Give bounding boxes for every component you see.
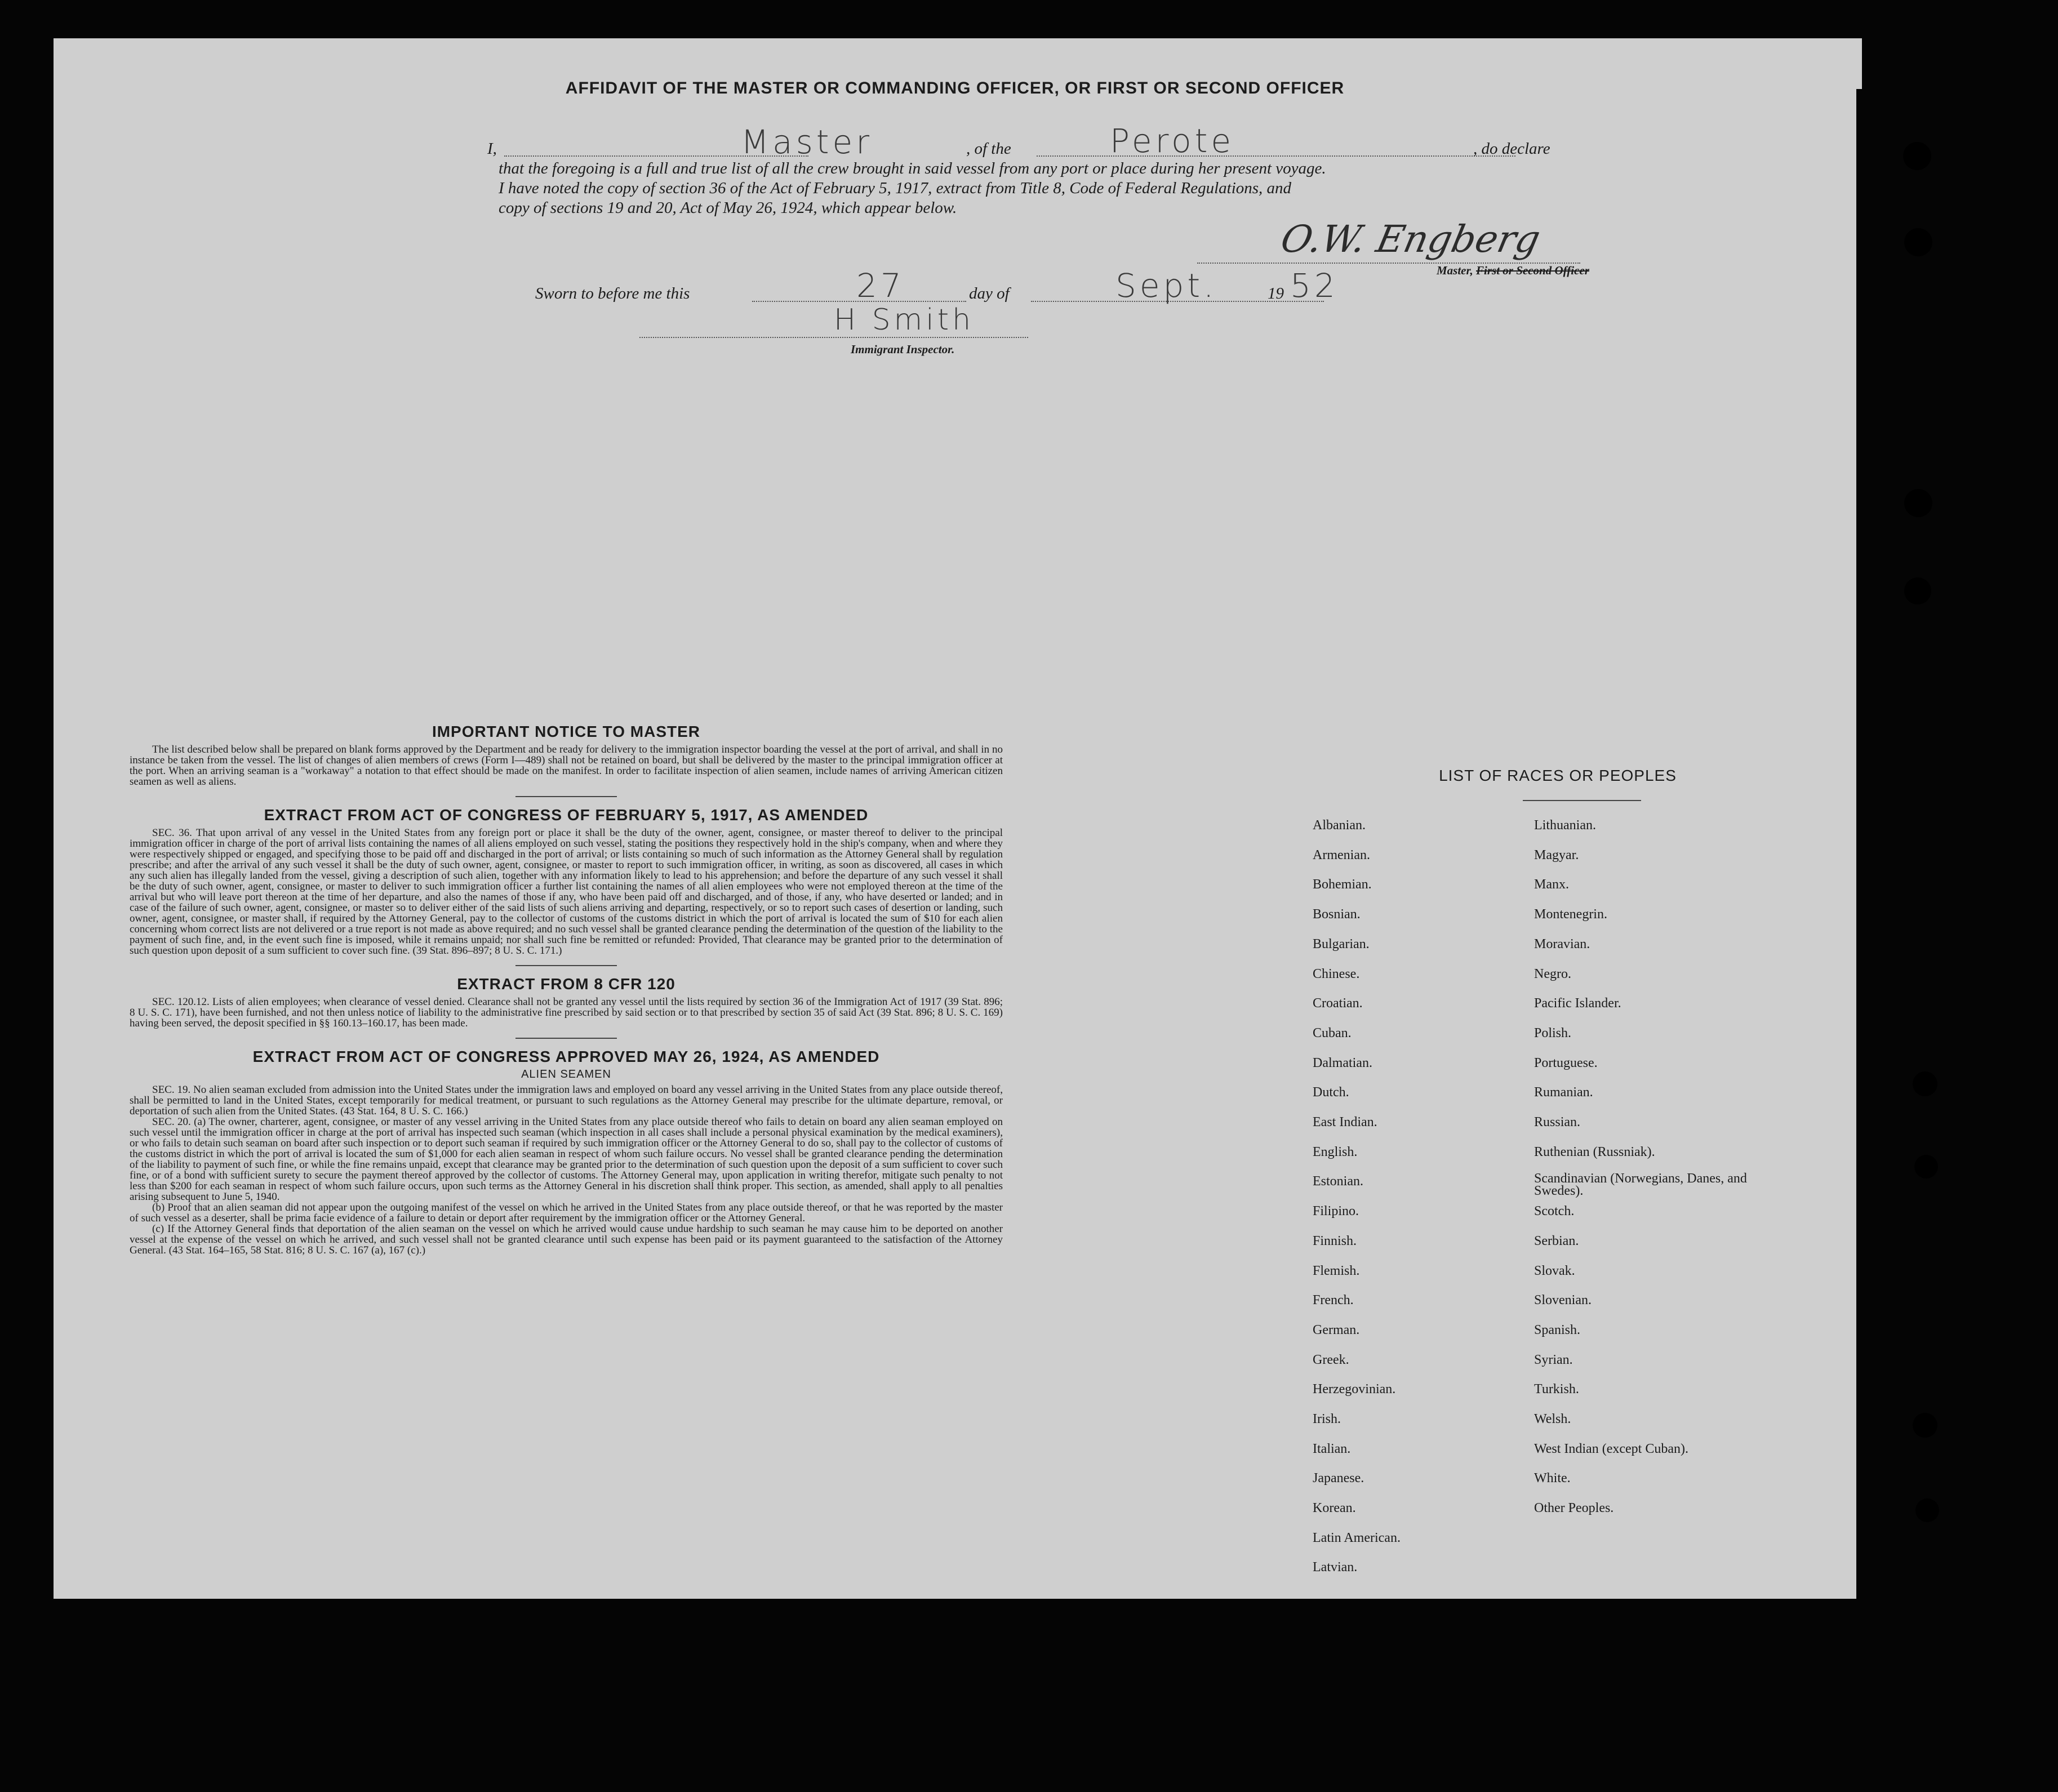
race-item: Korean. bbox=[1313, 1501, 1356, 1515]
document-page bbox=[54, 38, 1856, 1599]
divider bbox=[515, 965, 617, 966]
race-item: Other Peoples. bbox=[1534, 1501, 1614, 1515]
race-item: Welsh. bbox=[1534, 1412, 1571, 1426]
affidavit-title: AFFIDAVIT OF THE MASTER OR COMMANDING OFFICER, OR FIRST OR SECOND OFFICER bbox=[565, 79, 1345, 97]
race-item: Japanese. bbox=[1313, 1471, 1364, 1486]
handwritten-day: 27 bbox=[856, 266, 905, 305]
race-item: Bohemian. bbox=[1313, 877, 1372, 892]
race-item: Dutch. bbox=[1313, 1085, 1349, 1100]
notice-title: IMPORTANT NOTICE TO MASTER bbox=[432, 723, 701, 740]
punch-hole bbox=[1903, 142, 1931, 170]
affidavit-i: I, bbox=[487, 140, 497, 158]
race-item: Magyar. bbox=[1534, 848, 1579, 862]
of-the-label: , of the bbox=[966, 140, 1011, 158]
race-item: Armenian. bbox=[1313, 848, 1370, 862]
race-item: German. bbox=[1313, 1323, 1360, 1337]
punch-hole bbox=[1904, 228, 1932, 256]
notice-column bbox=[130, 723, 1003, 1256]
race-item: Chinese. bbox=[1313, 967, 1360, 981]
race-item: Croatian. bbox=[1313, 996, 1363, 1011]
race-item: Pacific Islander. bbox=[1534, 996, 1621, 1011]
handwritten-month: Sept. bbox=[1115, 266, 1217, 305]
race-item: Spanish. bbox=[1534, 1323, 1581, 1337]
race-item: Estonian. bbox=[1313, 1174, 1363, 1189]
affidavit-line2: that the foregoing is a full and true list of all the crew brought in said vessel from any port or place during her present voyage. bbox=[499, 159, 1326, 177]
punch-hole bbox=[1904, 577, 1931, 604]
caption-master: Master, bbox=[1437, 264, 1473, 277]
race-item: Manx. bbox=[1534, 877, 1569, 892]
race-item: Scandinavian (Norwegians, Danes, and Swedes). bbox=[1534, 1171, 1747, 1198]
inspector-line bbox=[639, 337, 1028, 338]
extract2-body: SEC. 120.12. Lists of alien employees; when clearance of vessel denied. Clearance shall not be granted any vessel until the lists required by section 36 of the Immigration Act of 1917 (39 Stat. 896; 8 U. S. C. 171), have been furnished, and not then unless notice of liability to the administrative fine prescribed by said section or to that prescribed by section 35 of said Act (39 Stat. 896; 8 U. S. C. 169) having been served, the deposit specified in §§ 160.13–160.17, has been made. bbox=[130, 996, 1003, 1029]
race-item: Bulgarian. bbox=[1313, 937, 1370, 951]
race-item: Bosnian. bbox=[1313, 907, 1361, 922]
sworn-text: Sworn to before me this bbox=[535, 284, 690, 303]
punch-hole bbox=[1904, 489, 1932, 517]
race-item: Finnish. bbox=[1313, 1234, 1357, 1248]
race-item: Albanian. bbox=[1313, 818, 1366, 833]
race-item: Portuguese. bbox=[1534, 1056, 1598, 1070]
race-item: Slovak. bbox=[1534, 1264, 1575, 1278]
races-title: LIST OF RACES OR PEOPLES bbox=[1439, 767, 1677, 784]
race-item: Filipino. bbox=[1313, 1204, 1359, 1219]
race-item: Syrian. bbox=[1534, 1353, 1573, 1367]
signature-caption bbox=[1437, 264, 1589, 278]
extract3-title: EXTRACT FROM ACT OF CONGRESS APPROVED MAY 26, 1924, AS AMENDED bbox=[252, 1048, 880, 1065]
page-edge-flap bbox=[1851, 38, 1862, 89]
punch-hole bbox=[1914, 1155, 1938, 1179]
race-item: West Indian (except Cuban). bbox=[1534, 1442, 1688, 1456]
master-signature: O.W. Engberg bbox=[1277, 217, 1544, 261]
handwritten-vessel: Perote bbox=[1110, 122, 1235, 160]
extract3-subtitle: ALIEN SEAMEN bbox=[521, 1068, 611, 1080]
race-item: Montenegrin. bbox=[1534, 907, 1607, 922]
extract3-sec20c: (c) If the Attorney General finds that deportation of the alien seaman on the vessel on which he arrived would cause undue hardship to such seaman he may cause him to be deported on another vessel at the expense of the vessel on which he arrived, and such vessel shall not be granted clearance until such expense has been paid or its payment guaranteed to the satisfaction of the Attorney General. (43 Stat. 164–165, 58 Stat. 816; 8 U. S. C. 167 (a), 167 (c).) bbox=[130, 1223, 1003, 1256]
race-item: East Indian. bbox=[1313, 1115, 1377, 1130]
race-item: Dalmatian. bbox=[1313, 1056, 1372, 1070]
race-item: Cuban. bbox=[1313, 1026, 1352, 1040]
punch-hole bbox=[1913, 1071, 1937, 1096]
do-declare-label: , do declare bbox=[1473, 140, 1550, 158]
race-item: Flemish. bbox=[1313, 1264, 1360, 1278]
race-item: Moravian. bbox=[1534, 937, 1590, 951]
race-item: Negro. bbox=[1534, 967, 1571, 981]
extract3-sec19: SEC. 19. No alien seaman excluded from admission into the United States under the immigration laws and employed on board any vessel arriving in the United States from any place outside thereof, shall be permitted to land in the United States, except temporarily for medical treatment, or pursuant to such regulations as the Attorney General may prescribe for the ultimate departure, removal, or deportation of such alien from the United States. (43 Stat. 164, 8 U. S. C. 166.) bbox=[130, 1084, 1003, 1117]
race-item: Polish. bbox=[1534, 1026, 1572, 1040]
race-item: Irish. bbox=[1313, 1412, 1341, 1426]
race-item: Scotch. bbox=[1534, 1204, 1575, 1219]
inspector-signature: H Smith bbox=[834, 303, 975, 337]
punch-hole bbox=[1915, 1498, 1939, 1522]
caption-struck: First or Second Officer bbox=[1476, 264, 1589, 277]
punch-hole bbox=[1913, 1413, 1937, 1438]
race-item: Greek. bbox=[1313, 1353, 1349, 1367]
notice-body: The list described below shall be prepared on blank forms approved by the Department and be ready for delivery to the immigration inspector boarding the vessel at the port of arrival, and shall in no instance be taken from the vessel. The list of changes of alien members of crews (Form I—489) shall not be retained on board, but shall be delivered by the master to the principal immigration officer at the port. When an arriving seaman is a "workaway" a notation to that effect should be made on the manifest. In order to facilitate inspection of alien seamen, include names of arriving American citizen seamen as well as aliens. bbox=[130, 744, 1003, 788]
day-of-label: day of bbox=[969, 284, 1010, 303]
divider bbox=[515, 796, 617, 797]
race-item: Italian. bbox=[1313, 1442, 1351, 1456]
inspector-caption: Immigrant Inspector. bbox=[851, 343, 955, 356]
extract3-sec20a: SEC. 20. (a) The owner, charterer, agent, consignee, or master of any vessel arriving in the United States from any place outside thereof who fails to detain on board any alien seaman employed on such vessel until the immigration officer in charge at the port of arrival has inspected such seaman (which inspection in all cases shall include a personal physical examination by the medical examiners), or who fails to detain such seaman on board after such inspection or to deport such seaman if required by such immigration officer or the Attorney General to do so, shall pay to the collector of customs of the customs district in which the port of arrival is located the sum of $1,000 for each alien seaman in respect of whom such failure occurs. No vessel shall be granted clearance pending the determination of the liability to payment of such fine, or while the fine remains unpaid, except that clearance may be granted prior to the determination of such question upon the deposit of a sum sufficient to cover such fine, or of a bond with sufficient surety to secure the payment thereof approved by the collector of customs. The Attorney General may, upon application in writing therefor, mitigate such penalty to not less than $200 for each seaman in respect of whom such failure occurs, upon such terms as the Attorney General in his discretion shall think proper. This section, as amended, shall apply to all penalties arising subsequent to June 5, 1940. bbox=[130, 1116, 1003, 1203]
race-item: French. bbox=[1313, 1293, 1354, 1308]
race-item: Russian. bbox=[1534, 1115, 1581, 1130]
race-item: Herzegovinian. bbox=[1313, 1382, 1396, 1397]
race-item: Ruthenian (Russniak). bbox=[1534, 1145, 1655, 1159]
race-item: White. bbox=[1534, 1471, 1571, 1486]
year-prefix: 19 bbox=[1268, 284, 1284, 303]
race-item: Slovenian. bbox=[1534, 1293, 1592, 1308]
race-item: English. bbox=[1313, 1145, 1358, 1159]
races-divider bbox=[1523, 800, 1641, 801]
extract2-title: EXTRACT FROM 8 CFR 120 bbox=[457, 975, 675, 993]
race-item: Lithuanian. bbox=[1534, 818, 1596, 833]
race-item: Latvian. bbox=[1313, 1560, 1358, 1575]
handwritten-role: Master bbox=[741, 123, 873, 161]
affidavit-line3: I have noted the copy of section 36 of the Act of February 5, 1917, extract from Title 8, Code of Federal Regulations, and bbox=[499, 179, 1292, 197]
race-item: Serbian. bbox=[1534, 1234, 1579, 1248]
extract3-sec20b: (b) Proof that an alien seaman did not appear upon the outgoing manifest of the vessel on which he arrived in the United States from any place outside thereof, or that he was reported by the master of such vessel as a deserter, shall be prima facie evidence of a failure to detain or deport after requirement by the immigration officer or the Attorney General. bbox=[130, 1202, 1003, 1224]
handwritten-year: 52 bbox=[1290, 266, 1339, 305]
vessel-blank bbox=[1037, 155, 1515, 157]
extract1-title: EXTRACT FROM ACT OF CONGRESS OF FEBRUARY 5, 1917, AS AMENDED bbox=[264, 806, 869, 824]
extract1-body: SEC. 36. That upon arrival of any vessel in the United States from any foreign port or place it shall be the duty of the owner, agent, consignee, or master thereof to deliver to the principal immigration officer in charge of the port of arrival lists containing the names of all aliens employed on such vessel, stating the positions they respectively hold in the ship's company, when and where they were respectively shipped or engaged, and specifying those to be paid off and discharged in the port of arrival; or lists containing so much of such information as the Attorney General shall by regulation prescribe; and after the arrival of any such vessel it shall be the duty of such owner, agent, consignee, or master to report to such immigration officer, in writing, as soon as discovered, all cases in which any such alien has illegally landed from the vessel, giving a description of such alien, together with any information likely to lead to his apprehension; and before the departure of any such vessel it shall be the duty of such owner, agent, consignee, or master to deliver to such immigration officer a further list containing the names of all alien employees who were not employed thereon at the time of the arrival but who will leave port thereon at the time of her departure, and also the names of those if any, who have been paid off and discharged, and of those, if any, who have deserted or landed; and in case of the failure of such owner, agent, consignee, or master so to deliver either of the said lists of such aliens arriving and departing, respectively, or so to report such cases of desertion or landing, such owner, agent, consignee, or master shall, if required by the Attorney General, pay to the collector of customs of the customs district in which the port of arrival is located the sum of $10 for each alien concerning whom correct lists are not delivered or a true report is not made as above required; and no such vessel shall be granted clearance pending the determination of the question of the liability to the payment of such fine, and, in the event such fine is imposed, while it remains unpaid; nor shall such fine be remitted or refunded: Provided, That clearance may be granted prior to the determination of such question upon deposit of a sum sufficient to cover such fine. (39 Stat. 896–897; 8 U. S. C. 171.) bbox=[130, 827, 1003, 957]
divider bbox=[515, 1038, 617, 1039]
race-item: Turkish. bbox=[1534, 1382, 1579, 1397]
race-item: Rumanian. bbox=[1534, 1085, 1593, 1100]
affidavit-line4: copy of sections 19 and 20, Act of May 26, 1924, which appear below. bbox=[499, 199, 957, 217]
race-item: Latin American. bbox=[1313, 1531, 1401, 1545]
